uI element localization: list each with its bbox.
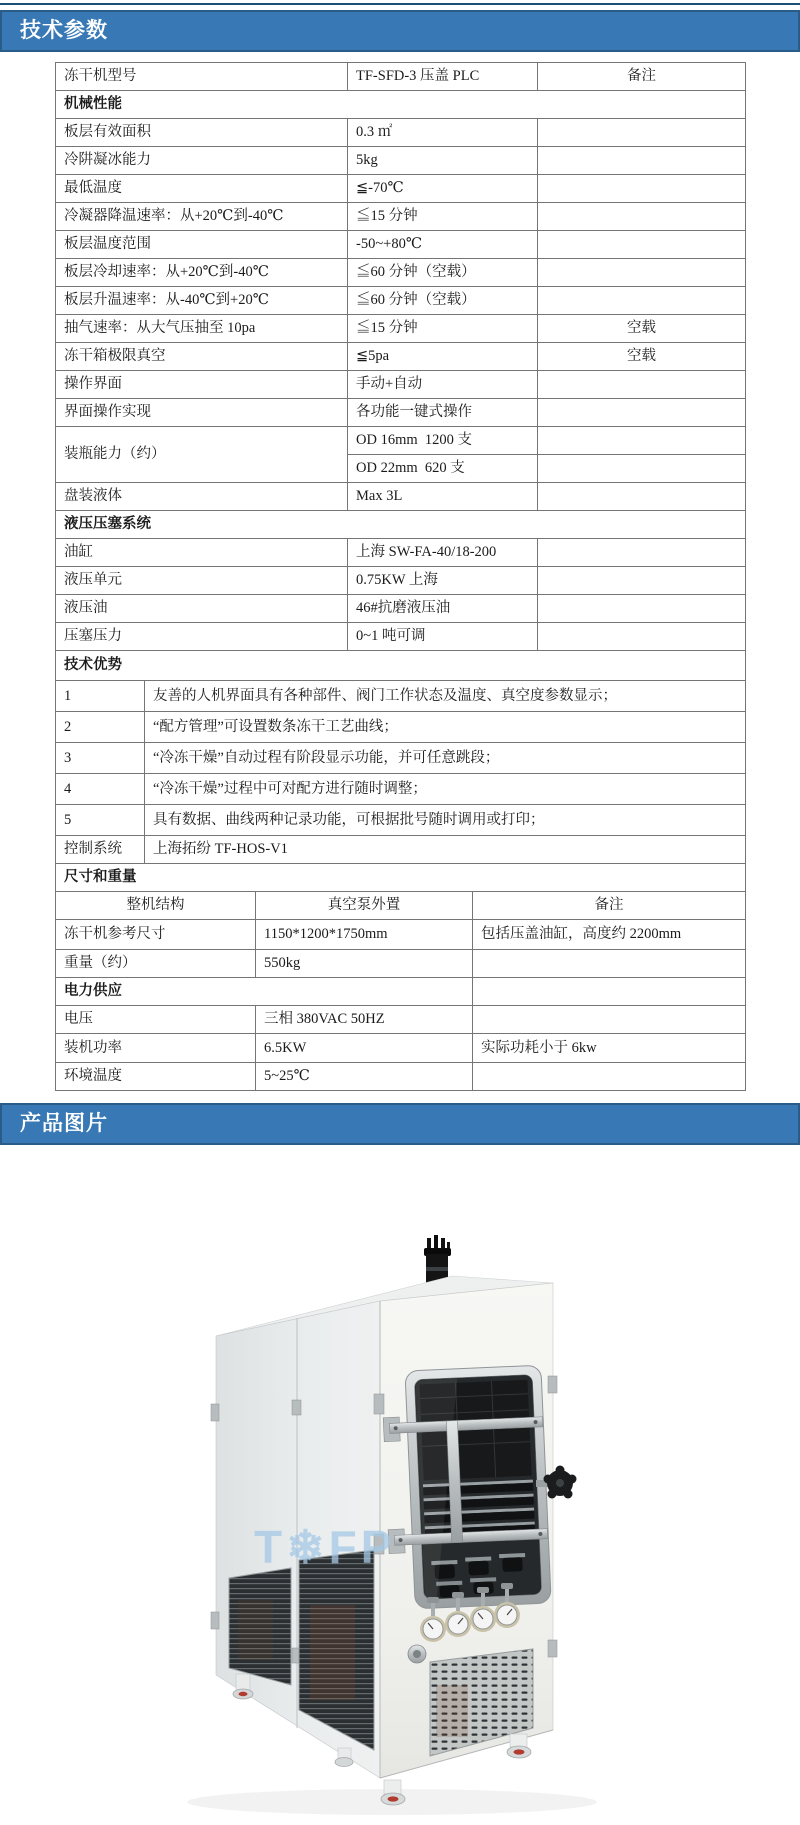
spec-cell: 板层冷却速率：从+20℃到-40℃ <box>56 259 348 287</box>
spec-cell: 冻干机参考尺寸 <box>56 920 256 950</box>
spec-row <box>56 836 746 864</box>
spec-cell: 备注 <box>538 63 746 91</box>
spec-cell: ≦60 分钟（空载） <box>348 259 538 287</box>
spec-cell: 各功能一键式操作 <box>348 399 538 427</box>
spec-row <box>56 892 746 920</box>
spec-row <box>56 147 746 175</box>
spec-cell: 操作界面 <box>56 371 348 399</box>
spec-cell: 包括压盖油缸，高度约 2200mm <box>473 920 746 950</box>
spec-row <box>56 805 746 836</box>
spec-cell: 电压 <box>56 1006 256 1034</box>
spec-cell: 冷凝器降温速率：从+20℃到-40℃ <box>56 203 348 231</box>
spec-cell <box>538 147 746 175</box>
spec-row <box>56 63 746 91</box>
spec-cell: 0.3 ㎡ <box>348 119 538 147</box>
spec-cell: TF-SFD-3 压盖 PLC <box>348 63 538 91</box>
spec-table-advantages <box>55 650 746 864</box>
spec-cell: 盘装液体 <box>56 483 348 511</box>
spec-cell: 重量（约） <box>56 950 256 978</box>
spec-cell: 0~1 吨可调 <box>348 623 538 651</box>
spec-cell <box>538 539 746 567</box>
spec-cell: 2 <box>56 712 145 743</box>
spec-row <box>56 539 746 567</box>
spec-cell: -50~+80℃ <box>348 231 538 259</box>
spec-cell: 界面操作实现 <box>56 399 348 427</box>
spec-cell: 技术优势 <box>56 651 746 681</box>
spec-cell: 上海 SW-FA-40/18-200 <box>348 539 538 567</box>
spec-row <box>56 1034 746 1063</box>
spec-cell <box>538 287 746 315</box>
spec-cell: 上海拓纷 TF-HOS-V1 <box>145 836 746 864</box>
spec-cell: 液压油 <box>56 595 348 623</box>
top-divider-line <box>0 3 800 5</box>
spec-cell: 46#抗磨液压油 <box>348 595 538 623</box>
photos-title: 产品图片 <box>20 1112 108 1135</box>
spec-row <box>56 950 746 978</box>
spec-cell: 4 <box>56 774 145 805</box>
spec-cell: ≦15 分钟 <box>348 203 538 231</box>
spec-cell: 具有数据、曲线两种记录功能，可根据批号随时调用或打印； <box>145 805 746 836</box>
spec-cell: 1 <box>56 681 145 712</box>
spec-row <box>56 864 746 892</box>
spec-cell: ≦60 分钟（空载） <box>348 287 538 315</box>
spec-cell: 空载 <box>538 315 746 343</box>
spec-cell: 装机功率 <box>56 1034 256 1063</box>
spec-cell: 友善的人机界面具有各种部件、阀门工作状态及温度、真空度参数显示； <box>145 681 746 712</box>
spec-cell: “配方管理”可设置数条冻干工艺曲线； <box>145 712 746 743</box>
spec-cell <box>473 1063 746 1091</box>
spec-cell: OD 16mm 1200 支 <box>348 427 538 455</box>
spec-cell: 6.5KW <box>256 1034 473 1063</box>
spec-row <box>56 774 746 805</box>
spec-cell <box>538 259 746 287</box>
spec-cell: ≦-70℃ <box>348 175 538 203</box>
spec-cell: 电力供应 <box>56 978 473 1006</box>
spec-row <box>56 427 746 455</box>
spec-tables <box>55 62 745 1091</box>
spec-cell: 5 <box>56 805 145 836</box>
spec-cell: 冻干机型号 <box>56 63 348 91</box>
spec-row <box>56 231 746 259</box>
spec-row <box>56 91 746 119</box>
spec-cell: 液压单元 <box>56 567 348 595</box>
spec-cell <box>538 623 746 651</box>
spec-row <box>56 315 746 343</box>
spec-cell <box>538 427 746 455</box>
spec-row <box>56 511 746 539</box>
spec-row <box>56 1006 746 1034</box>
brand-watermark: T❄FP <box>254 1521 396 1573</box>
spec-cell: 三相 380VAC 50HZ <box>256 1006 473 1034</box>
spec-row <box>56 483 746 511</box>
spec-cell: “冷冻干燥”过程中可对配方进行随时调整； <box>145 774 746 805</box>
spec-cell: 整机结构 <box>56 892 256 920</box>
spec-cell <box>538 567 746 595</box>
spec-table-dimensions <box>55 863 746 1091</box>
spec-cell: 5~25℃ <box>256 1063 473 1091</box>
spec-cell: Max 3L <box>348 483 538 511</box>
spec-cell: 0.75KW 上海 <box>348 567 538 595</box>
spec-row <box>56 712 746 743</box>
spec-cell: “冷冻干燥”自动过程有阶段显示功能，并可任意跳段； <box>145 743 746 774</box>
spec-cell: 板层升温速率：从-40℃到+20℃ <box>56 287 348 315</box>
spec-cell: 真空泵外置 <box>256 892 473 920</box>
spec-row <box>56 651 746 681</box>
spec-cell: 550kg <box>256 950 473 978</box>
spec-cell: 冷阱凝冰能力 <box>56 147 348 175</box>
spec-cell: OD 22mm 620 支 <box>348 455 538 483</box>
freeze-dryer-photo <box>0 1150 800 1825</box>
spec-row <box>56 681 746 712</box>
spec-cell <box>538 203 746 231</box>
spec-cell: 装瓶能力（约） <box>56 427 348 483</box>
product-photo-section <box>0 1150 800 1825</box>
spec-row <box>56 567 746 595</box>
chamber-door-window <box>405 1365 551 1609</box>
specs-title: 技术参数 <box>20 19 108 42</box>
spec-cell: 板层温度范围 <box>56 231 348 259</box>
spec-row <box>56 371 746 399</box>
spec-cell: 3 <box>56 743 145 774</box>
spec-row <box>56 978 746 1006</box>
spec-cell: ≦15 分钟 <box>348 315 538 343</box>
spec-cell: 油缸 <box>56 539 348 567</box>
section-header-specs <box>0 10 800 52</box>
spec-cell <box>538 399 746 427</box>
spec-cell: 冻干箱极限真空 <box>56 343 348 371</box>
spec-row <box>56 343 746 371</box>
spec-cell: 备注 <box>473 892 746 920</box>
spec-cell <box>538 371 746 399</box>
spec-cell <box>538 595 746 623</box>
spec-cell <box>473 978 746 1006</box>
spec-row <box>56 175 746 203</box>
spec-row <box>56 623 746 651</box>
spec-cell: 机械性能 <box>56 91 746 119</box>
spec-row <box>56 1063 746 1091</box>
spec-cell <box>538 455 746 483</box>
spec-cell: 最低温度 <box>56 175 348 203</box>
spec-cell: 实际功耗小于 6kw <box>473 1034 746 1063</box>
spec-cell: 板层有效面积 <box>56 119 348 147</box>
spec-row <box>56 287 746 315</box>
spec-cell: 1150*1200*1750mm <box>256 920 473 950</box>
section-header-photos <box>0 1103 800 1145</box>
spec-cell: 尺寸和重量 <box>56 864 746 892</box>
spec-cell: 控制系统 <box>56 836 145 864</box>
spec-cell <box>538 231 746 259</box>
spec-cell: 抽气速率：从大气压抽至 10pa <box>56 315 348 343</box>
spec-cell <box>473 1006 746 1034</box>
spec-cell <box>538 175 746 203</box>
spec-cell <box>473 950 746 978</box>
spec-table-main <box>55 62 746 651</box>
spec-cell: ≦5pa <box>348 343 538 371</box>
drain-port <box>408 1645 426 1663</box>
spec-row <box>56 920 746 950</box>
spec-cell: 手动+自动 <box>348 371 538 399</box>
spec-row <box>56 743 746 774</box>
spec-cell <box>538 119 746 147</box>
spec-cell: 压塞压力 <box>56 623 348 651</box>
spec-row <box>56 259 746 287</box>
spec-cell: 5kg <box>348 147 538 175</box>
machine-photo <box>187 1235 597 1815</box>
spec-cell: 环境温度 <box>56 1063 256 1091</box>
spec-row <box>56 399 746 427</box>
spec-row <box>56 119 746 147</box>
spec-cell: 空载 <box>538 343 746 371</box>
spec-cell: 液压压塞系统 <box>56 511 746 539</box>
spec-row <box>56 595 746 623</box>
spec-row <box>56 203 746 231</box>
spec-cell <box>538 483 746 511</box>
